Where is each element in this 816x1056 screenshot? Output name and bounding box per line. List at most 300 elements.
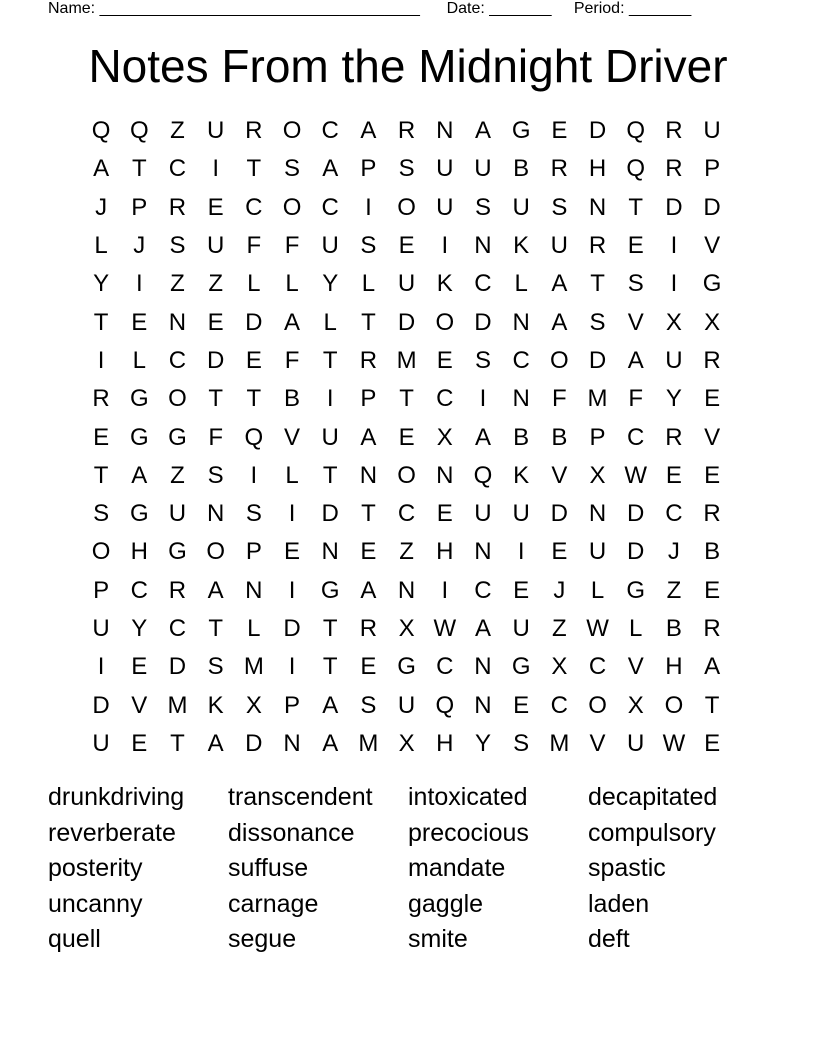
grid-cell[interactable]: M [243,653,264,681]
grid-cell[interactable]: C [627,423,645,451]
grid-cell[interactable]: U [397,691,416,719]
grid-cell[interactable]: X [627,691,644,719]
grid-cell[interactable]: O [282,117,302,145]
name-blank[interactable]: ____________________________________ [95,0,420,17]
grid-cell[interactable]: N [321,538,339,566]
grid-cell[interactable]: J [553,576,566,604]
grid-cell[interactable]: R [588,232,607,260]
grid-cell[interactable]: X [245,691,262,719]
grid-cell[interactable]: I [97,346,105,374]
grid-cell[interactable]: A [627,346,644,374]
grid-cell[interactable]: A [551,270,568,298]
grid-cell[interactable]: P [93,576,110,604]
grid-cell[interactable]: G [397,653,416,681]
grid-cell[interactable]: U [206,232,225,260]
grid-cell[interactable]: Y [665,385,682,413]
grid-cell[interactable]: B [513,423,530,451]
grid-cell[interactable]: E [704,576,721,604]
grid-cell[interactable]: S [284,155,301,183]
grid-cell[interactable]: Q [473,461,493,489]
grid-cell[interactable]: D [397,308,416,336]
grid-cell[interactable]: E [627,232,644,260]
grid-cell[interactable]: A [93,155,110,183]
grid-cell[interactable]: R [703,500,721,528]
grid-cell[interactable]: R [550,155,569,183]
grid-cell[interactable]: Z [399,538,414,566]
grid-cell[interactable]: G [511,117,531,145]
grid-cell[interactable]: L [285,461,299,489]
grid-cell[interactable]: D [283,615,301,642]
grid-cell[interactable]: D [703,193,721,221]
grid-cell[interactable]: L [132,346,146,374]
grid-cell[interactable]: U [703,117,721,145]
grid-cell[interactable]: S [551,193,568,221]
grid-cell[interactable]: X [398,729,415,757]
grid-cell[interactable]: S [207,461,224,489]
grid-cell[interactable]: E [551,117,568,145]
grid-cell[interactable]: L [94,232,108,260]
grid-cell[interactable]: I [288,500,296,528]
grid-cell[interactable]: V [704,423,721,451]
grid-cell[interactable]: I [326,385,334,413]
grid-cell[interactable]: K [436,270,453,298]
grid-cell[interactable]: O [168,385,187,413]
grid-cell[interactable]: N [512,385,530,413]
grid-cell[interactable]: A [704,653,721,681]
grid-cell[interactable]: D [474,308,492,336]
grid-cell[interactable]: S [245,500,262,528]
grid-cell[interactable]: O [206,538,225,566]
grid-cell[interactable]: U [627,729,645,757]
word-bank-item: deft [588,925,630,954]
grid-cell[interactable]: U [474,155,492,183]
grid-cell[interactable]: N [474,538,492,566]
grid-cell[interactable]: C [550,691,569,719]
grid-cell[interactable]: I [250,461,258,489]
grid-cell[interactable]: C [474,576,492,604]
grid-cell[interactable]: W [624,461,648,489]
grid-cell[interactable]: X [589,461,606,489]
grid-cell[interactable]: T [93,461,109,489]
grid-cell[interactable]: D [168,653,187,681]
grid-cell[interactable]: I [517,538,525,566]
grid-cell[interactable]: N [359,461,378,489]
grid-cell[interactable]: N [512,308,530,336]
grid-cell[interactable]: Z [170,117,185,145]
grid-cell[interactable]: E [360,653,377,681]
grid-cell[interactable]: X [665,308,682,336]
grid-cell[interactable]: D [245,308,263,336]
grid-cell[interactable]: P [589,423,606,451]
grid-cell[interactable]: S [360,691,377,719]
grid-cell[interactable]: A [284,308,301,336]
grid-cell[interactable]: N [588,500,607,528]
grid-cell[interactable]: S [589,308,606,336]
grid-cell[interactable]: U [474,500,492,528]
grid-cell[interactable]: C [130,576,148,604]
grid-cell[interactable]: F [628,385,644,413]
grid-cell[interactable]: Z [170,270,185,298]
grid-cell[interactable]: L [247,615,261,642]
grid-cell[interactable]: N [397,576,416,604]
grid-cell[interactable]: V [627,653,644,681]
grid-cell[interactable]: A [322,155,339,183]
grid-cell[interactable]: C [168,155,187,183]
grid-cell[interactable]: D [627,538,645,566]
grid-cell[interactable]: C [665,500,683,528]
grid-cell[interactable]: T [246,385,262,413]
grid-cell[interactable]: N [474,653,492,681]
grid-cell[interactable]: C [474,270,492,298]
grid-cell[interactable]: Q [244,423,264,451]
grid-cell[interactable]: N [474,232,492,260]
grid-cell[interactable]: A [360,117,377,145]
grid-cell[interactable]: D [550,500,569,528]
grid-cell[interactable]: E [665,461,682,489]
grid-cell[interactable]: T [170,729,185,757]
grid-cell[interactable]: F [552,385,567,413]
grid-cell[interactable]: E [131,653,148,681]
grid-cell[interactable]: A [207,729,224,757]
grid-cell[interactable]: X [551,653,568,681]
grid-cell[interactable]: P [245,538,262,566]
grid-cell[interactable]: T [361,500,376,528]
grid-row [82,227,732,265]
letter-grid [82,112,732,763]
grid-cell[interactable]: C [436,385,454,413]
grid-cell[interactable]: H [436,538,454,566]
grid-cell[interactable]: S [474,193,491,221]
grid-cell[interactable]: L [514,270,528,298]
grid-cell[interactable]: T [208,385,223,413]
grid-cell[interactable]: G [511,653,531,681]
grid-cell[interactable]: Z [666,576,682,604]
grid-cell[interactable]: A [551,308,568,336]
grid-cell[interactable]: O [91,538,111,566]
grid-cell[interactable]: I [212,155,219,183]
grid-cell[interactable]: B [704,538,721,566]
grid-cell[interactable]: U [206,117,225,145]
grid-cell[interactable]: P [284,691,301,719]
grid-cell[interactable]: D [588,346,607,374]
grid-cell[interactable]: R [703,346,721,374]
grid-cell[interactable]: O [397,193,416,221]
grid-cell[interactable]: W [433,615,457,642]
grid-cell[interactable]: W [586,615,609,642]
grid-cell[interactable]: C [436,653,454,681]
grid-cell[interactable]: G [129,385,149,413]
grid-cell[interactable]: B [551,423,568,451]
grid-cell[interactable]: R [92,385,110,413]
grid-cell[interactable]: Z [170,461,185,489]
grid-cell[interactable]: E [207,308,224,336]
grid-cell[interactable]: I [288,653,296,681]
grid-cell[interactable]: V [131,691,148,719]
grid-cell[interactable]: T [399,385,414,413]
grid-cell[interactable]: L [285,270,299,298]
grid-cell[interactable]: U [321,423,339,451]
grid-cell[interactable]: T [590,270,605,298]
grid-cell[interactable]: U [436,193,454,221]
grid-cell[interactable]: D [321,500,339,528]
grid-cell[interactable]: H [665,653,683,681]
grid-cell[interactable]: V [589,729,606,757]
grid-cell[interactable]: L [247,270,261,298]
grid-cell[interactable]: I [479,385,487,413]
grid-cell[interactable]: B [665,615,682,642]
grid-cell[interactable]: M [549,729,570,757]
grid-cell[interactable]: Y [474,729,491,757]
grid-cell[interactable]: C [168,346,187,374]
grid-cell[interactable]: S [207,653,224,681]
grid-cell[interactable]: D [665,193,683,221]
grid-cell[interactable]: Z [552,615,567,642]
grid-cell[interactable]: U [512,500,530,528]
grid-cell[interactable]: T [628,193,644,221]
grid-cell[interactable]: E [436,500,453,528]
grid-cell[interactable]: O [550,346,569,374]
grid-cell[interactable]: U [512,615,530,642]
grid-cell[interactable]: A [474,615,491,642]
word-bank-item: segue [228,925,297,954]
grid-cell[interactable]: G [129,500,149,528]
grid-cell[interactable]: A [360,423,377,451]
grid-cell[interactable]: I [441,232,449,260]
grid-cell[interactable]: U [512,193,530,221]
grid-cell[interactable]: N [436,461,454,489]
grid-cell[interactable]: Q [626,155,646,183]
grid-cell[interactable]: I [97,653,105,681]
grid-cell[interactable]: D [92,691,110,719]
grid-cell[interactable]: T [131,155,147,183]
grid-cell[interactable]: A [131,461,148,489]
grid-row [82,572,732,610]
grid-cell[interactable]: A [474,423,491,451]
grid-cell[interactable]: Y [322,270,339,298]
grid-cell[interactable]: N [245,576,263,604]
grid-cell[interactable]: V [284,423,301,451]
grid-cell[interactable]: K [513,461,530,489]
grid-cell[interactable]: I [670,232,678,260]
grid-cell[interactable]: C [245,193,263,221]
grid-cell[interactable]: F [208,423,223,451]
grid-cell[interactable]: R [665,423,683,451]
grid-cell[interactable]: S [398,155,415,183]
grid-cell[interactable]: F [246,232,262,260]
grid-cell[interactable]: L [629,615,643,642]
grid-cell[interactable]: O [664,691,684,719]
grid-cell[interactable]: S [513,729,530,757]
grid-cell[interactable]: E [131,308,148,336]
grid-cell[interactable]: R [703,615,721,642]
grid-cell[interactable]: O [435,308,455,336]
grid-cell[interactable]: E [704,461,721,489]
grid-cell[interactable]: A [322,729,339,757]
grid-cell[interactable]: Q [129,117,149,145]
grid-cell[interactable]: E [245,346,262,374]
grid-cell[interactable]: R [397,117,416,145]
grid-cell[interactable]: G [168,538,187,566]
grid-cell[interactable]: R [359,615,378,642]
grid-cell[interactable]: I [288,576,296,604]
grid-cell[interactable]: M [167,691,188,719]
grid-cell[interactable]: E [207,193,224,221]
grid-cell[interactable]: E [93,423,110,451]
grid-cell[interactable]: P [131,193,148,221]
grid-cell[interactable]: L [590,576,605,604]
word-bank-item: drunkdriving [48,783,185,811]
grid-cell[interactable]: R [665,117,683,145]
grid-cell[interactable]: J [95,193,108,221]
grid-cell[interactable]: C [321,193,339,221]
grid-cell[interactable]: M [587,385,608,413]
grid-cell[interactable]: E [284,538,301,566]
grid-cell[interactable]: I [670,270,678,298]
grid-cell[interactable]: V [627,308,644,336]
grid-cell[interactable]: R [359,346,378,374]
grid-cell[interactable]: R [168,576,187,604]
grid-cell[interactable]: E [398,232,415,260]
grid-cell[interactable]: R [245,117,263,145]
grid-cell[interactable]: P [360,155,377,183]
grid-cell[interactable]: H [130,538,148,566]
grid-cell[interactable]: N [283,729,301,757]
grid-cell[interactable]: E [551,538,568,566]
grid-cell[interactable]: I [135,270,143,298]
grid-cell[interactable]: D [206,346,225,374]
grid-cell[interactable]: J [133,232,146,260]
grid-cell[interactable]: N [168,308,187,336]
grid-cell[interactable]: B [284,385,301,413]
grid-cell[interactable]: T [93,308,109,336]
grid-cell[interactable]: P [704,155,721,183]
grid-cell[interactable]: N [588,193,607,221]
grid-cell[interactable]: G [129,423,149,451]
grid-cell[interactable]: U [665,346,683,374]
grid-cell[interactable]: P [360,385,377,413]
grid-cell[interactable]: V [551,461,568,489]
grid-cell[interactable]: C [397,500,416,528]
grid-cell[interactable]: M [358,729,379,757]
grid-cell[interactable]: O [588,691,607,719]
grid-cell[interactable]: T [361,308,376,336]
grid-cell[interactable]: U [321,232,339,260]
grid-cell[interactable]: L [323,308,337,336]
grid-cell[interactable]: D [588,117,607,145]
grid-cell[interactable]: A [360,576,377,604]
grid-cell[interactable]: U [168,500,187,528]
grid-cell[interactable]: E [513,576,530,604]
grid-cell[interactable]: F [284,346,300,374]
word-bank [48,780,788,958]
grid-cell[interactable]: E [360,538,377,566]
grid-cell[interactable]: Q [626,117,646,145]
period-blank[interactable]: _______ [624,0,692,17]
grid-cell[interactable]: Y [131,615,148,642]
grid-cell[interactable]: S [360,232,377,260]
grid-cell[interactable]: F [284,232,300,260]
date-blank[interactable]: _______ [484,0,552,17]
grid-cell[interactable]: X [436,423,453,451]
grid-cell[interactable]: R [168,193,187,221]
grid-cell[interactable]: K [207,691,224,719]
grid-cell[interactable]: R [665,155,683,183]
grid-cell[interactable]: A [322,691,339,719]
grid-cell[interactable]: C [512,346,530,374]
grid-cell[interactable]: G [320,576,340,604]
grid-cell[interactable]: Y [93,270,110,298]
grid-cell[interactable]: S [474,346,491,374]
grid-cell[interactable]: G [702,270,722,298]
grid-cell[interactable]: E [131,729,148,757]
grid-cell[interactable]: S [627,270,644,298]
grid-cell[interactable]: T [704,691,720,719]
grid-cell[interactable]: U [436,155,454,183]
grid-cell[interactable]: H [436,729,454,757]
grid-cell[interactable]: M [396,346,417,374]
grid-cell[interactable]: A [474,117,491,145]
grid-cell[interactable]: O [282,193,302,221]
grid-cell[interactable]: I [365,193,372,221]
grid-cell[interactable]: C [588,653,607,681]
grid-cell[interactable]: T [246,155,262,183]
grid-cell[interactable]: E [436,346,453,374]
grid-cell[interactable]: O [397,461,416,489]
grid-cell[interactable]: N [206,500,225,528]
grid-cell[interactable]: V [704,232,721,260]
grid-cell[interactable]: D [245,729,263,757]
grid-cell[interactable]: Q [91,117,111,145]
grid-cell[interactable]: E [398,423,415,451]
grid-cell[interactable]: Z [208,270,223,298]
grid-cell[interactable]: T [322,615,338,642]
grid-cell[interactable]: U [550,232,569,260]
grid-cell[interactable]: T [208,615,223,642]
grid-cell[interactable]: X [398,615,415,642]
grid-cell[interactable]: Q [435,691,455,719]
grid-cell[interactable]: N [474,691,492,719]
grid-cell[interactable]: T [322,461,338,489]
grid-cell[interactable]: E [704,729,721,757]
grid-cell[interactable]: S [93,500,110,528]
grid-cell[interactable]: E [704,385,721,413]
grid-cell[interactable]: T [322,346,338,374]
grid-cell[interactable]: C [168,615,187,642]
grid-cell[interactable]: E [513,691,530,719]
grid-cell[interactable]: I [441,576,449,604]
grid-cell[interactable]: U [92,615,110,642]
grid-cell[interactable]: K [513,232,530,260]
grid-cell[interactable]: T [322,653,338,681]
grid-cell[interactable]: G [168,423,187,451]
grid-cell[interactable]: B [513,155,530,183]
grid-cell[interactable]: A [207,576,224,604]
grid-cell[interactable]: X [704,308,721,336]
word-bank-item: quell [48,925,101,954]
grid-cell[interactable]: G [626,576,646,604]
grid-cell[interactable]: U [588,538,607,566]
grid-cell[interactable]: W [662,729,686,757]
grid-cell[interactable]: U [92,729,110,757]
grid-cell[interactable]: S [169,232,186,260]
grid-cell[interactable]: H [588,155,607,183]
grid-cell[interactable]: D [627,500,645,528]
grid-cell[interactable]: C [321,117,339,145]
grid-cell[interactable]: J [667,538,680,566]
grid-cell[interactable]: N [436,117,454,145]
grid-cell[interactable]: U [397,270,416,298]
grid-cell[interactable]: L [361,270,376,298]
